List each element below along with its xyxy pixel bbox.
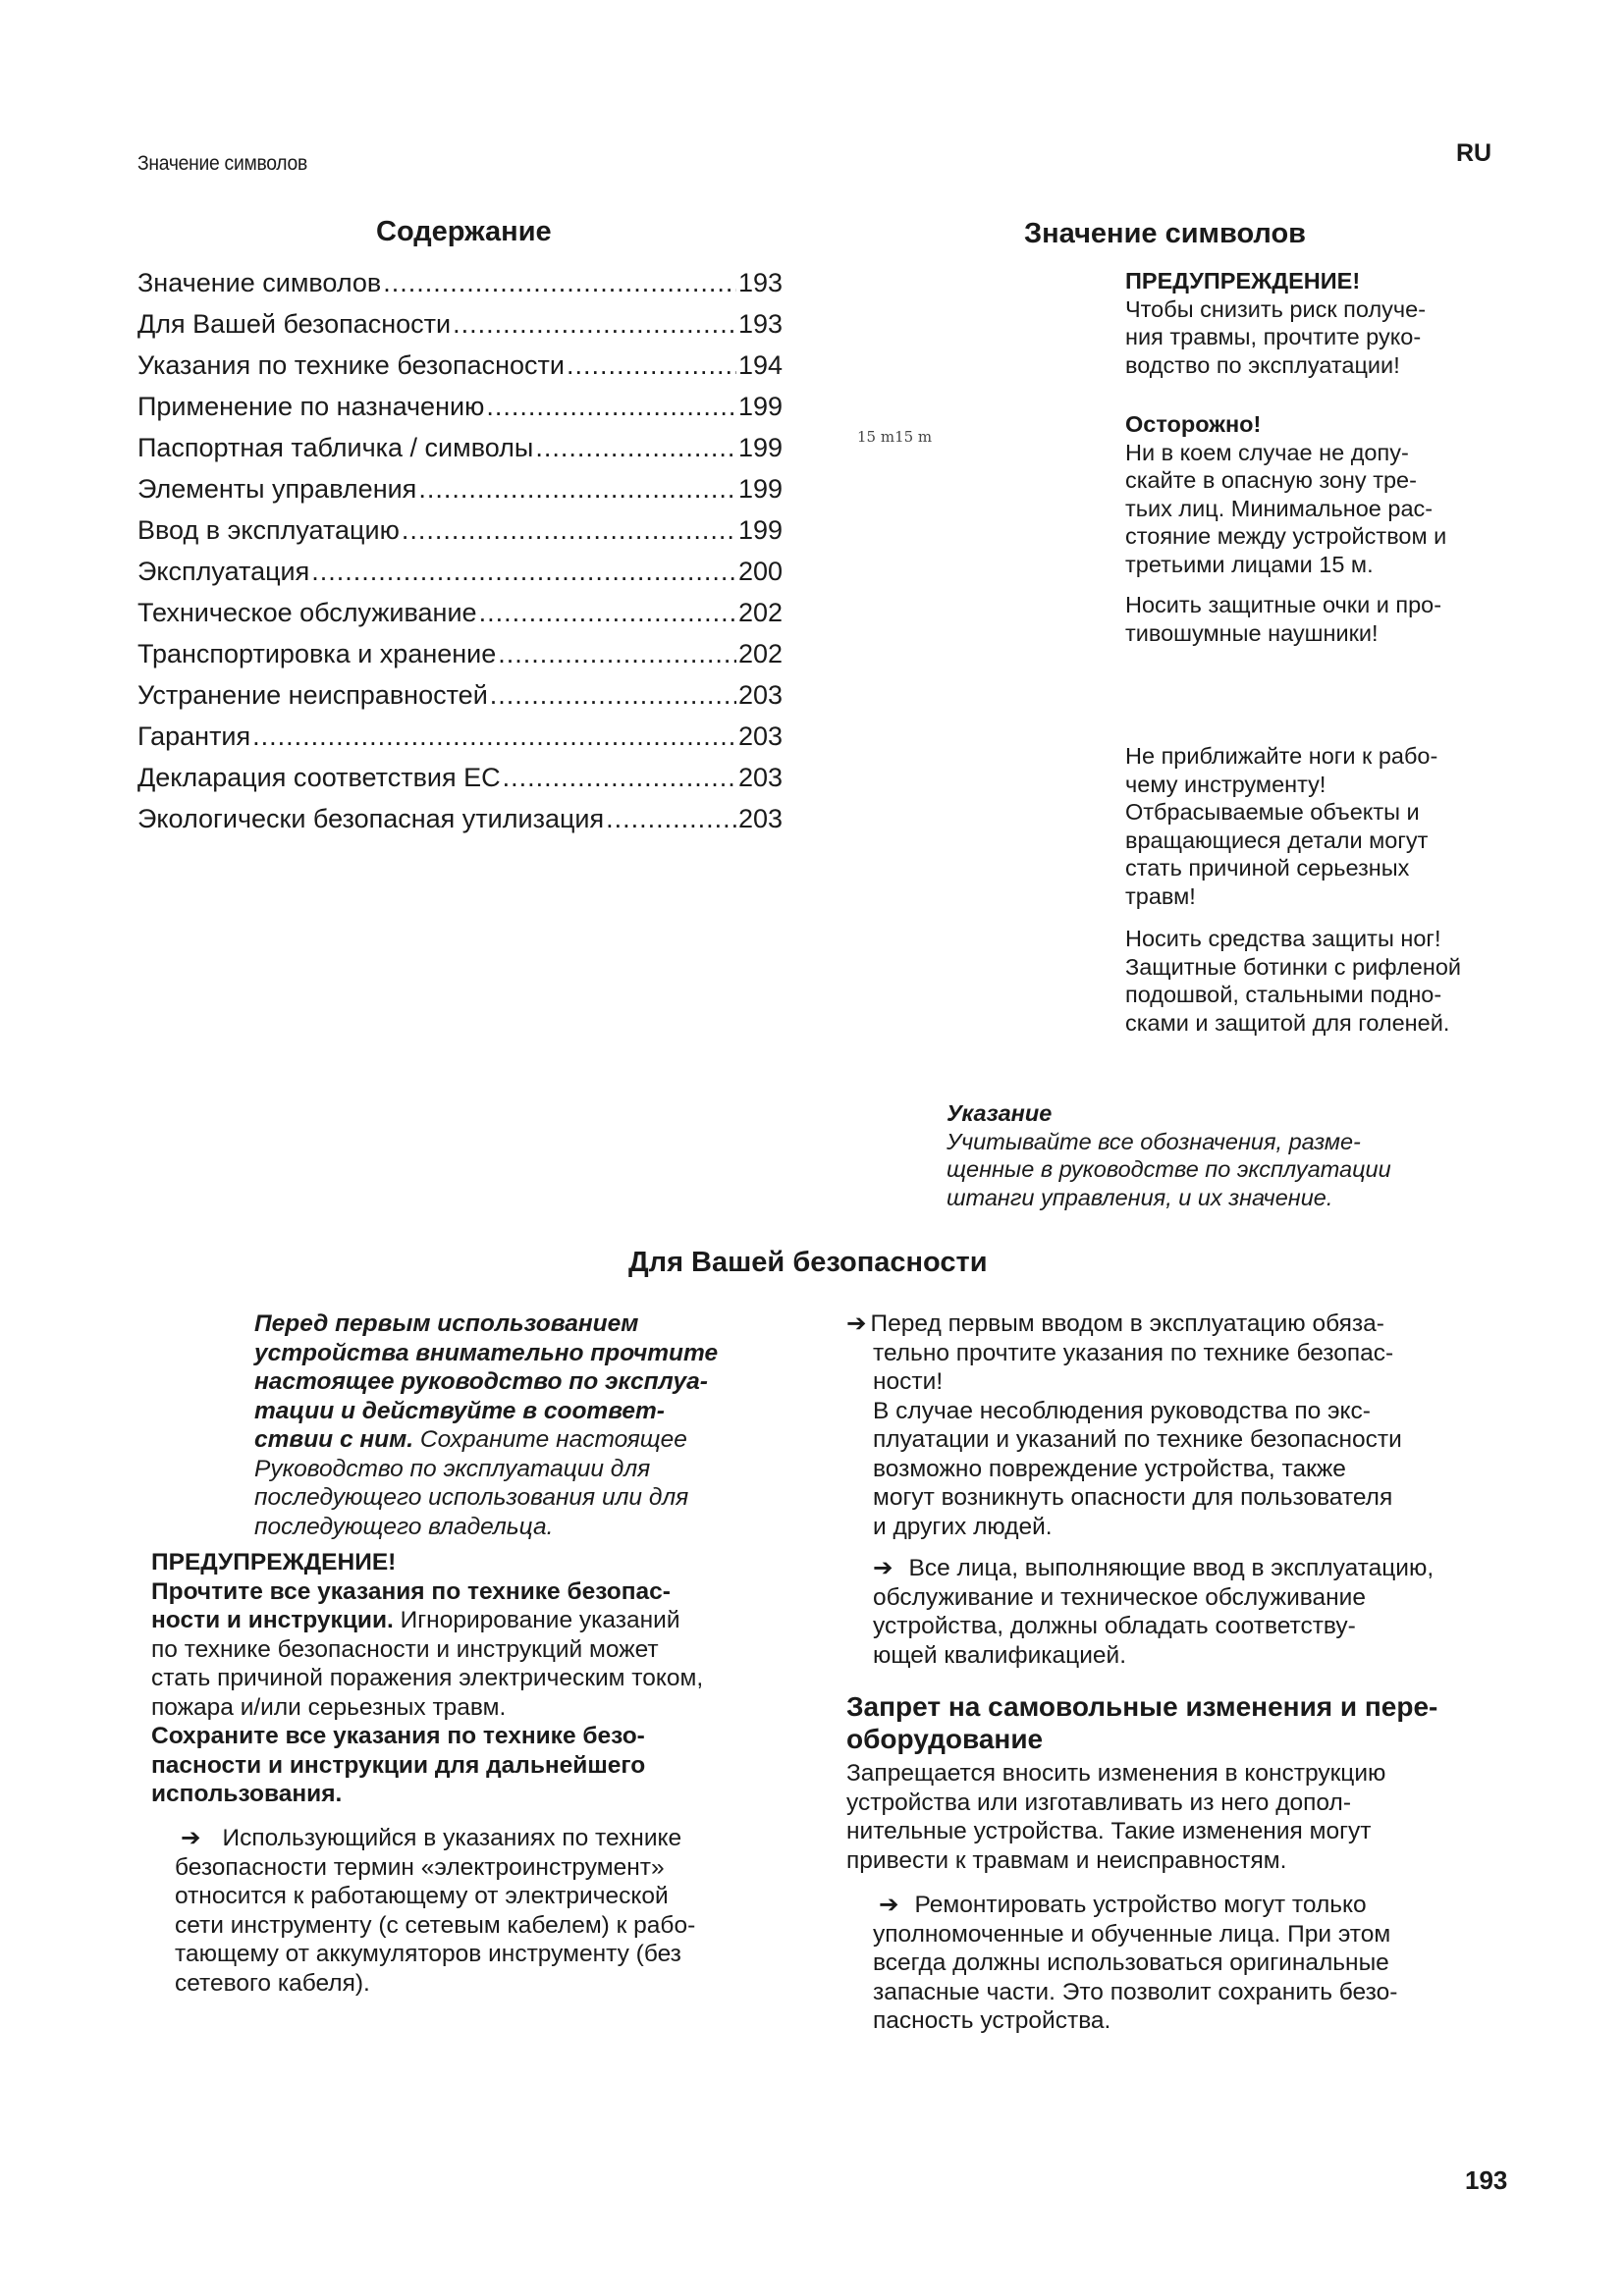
toc-entry-page: 194 [737, 350, 783, 380]
first-use-note: ➔ Перед первым вводом в эксплуатацию обяза- тельно прочтите указания по технике безопас- ности! В случае несоблюдения руководства по экс- плуатации и указаний по технике безопасности возможно повреждение устройства, также могут возникнуть опасности для пользователя и других людей. [846, 1310, 1402, 1540]
toc-leader-dots [606, 804, 736, 834]
toc-leader-dots [503, 763, 736, 793]
arrow-icon: ➔ [873, 1555, 893, 1581]
toc-entry [137, 721, 783, 763]
toc-entry-page: 199 [737, 433, 783, 462]
running-header: Значение символов [137, 152, 307, 175]
toc-leader-dots [490, 680, 736, 711]
boots-note: Носить средства защиты ног! Защитные ботинки с рифленой подошвой, стальными подно- сками и защитой для голеней. [1125, 926, 1462, 1036]
toc-entry-label: Указания по технике безопасности [137, 350, 566, 380]
caution-note: Осторожно! Ни в коем случае не допу- скайте в опасную зону тре- тьих лиц. Минимальное рас- стояние между устройством и третьими лицами 15 м. [1125, 411, 1447, 577]
toc-entry-label: Для Вашей безопасности [137, 309, 452, 339]
symbols-title: Значение символов [1024, 218, 1307, 249]
toc-leader-dots [418, 474, 736, 505]
toc-entry-page: 202 [737, 598, 783, 627]
toc-entry [137, 639, 783, 680]
hint-heading: Указание [947, 1100, 1053, 1126]
language-code: RU [1456, 139, 1492, 167]
modification-heading: Запрет на самовольные изменения и пере- оборудование [846, 1691, 1438, 1754]
toc-entry [137, 309, 783, 350]
toc-entry [137, 515, 783, 557]
toc-entry-page: 203 [737, 763, 783, 792]
qualification-note: ➔ Все лица, выполняющие ввод в эксплуатацию, обслуживание и техническое обслуживание устройства, должны обладать соответству- ющей квалификацией. [873, 1555, 1435, 1669]
repair-note: ➔ Ремонтировать устройство могут только уполномоченные и обученные лица. При этом всегда должны использоваться оригинальные запасные части. Это позволит сохранить безо- пасность устройства. [873, 1892, 1398, 2034]
toc-entry-label: Гарантия [137, 721, 251, 751]
safety-warning: ПРЕДУПРЕЖДЕНИЕ! Прочтите все указания по технике безопас- ности и инструкции. Игнорирование указаний по технике безопасности и инструкций может стать причиной поражения электрическим током, пожара и/или серьезных травм. Сохраните все указания по технике безо- пасности и инструкции для дальнейшего использования. [151, 1549, 704, 1807]
toc-entry [137, 680, 783, 721]
toc-entry [137, 557, 783, 598]
toc-entry-page: 200 [737, 557, 783, 586]
table-of-contents [137, 268, 783, 845]
toc-entry-page: 199 [737, 515, 783, 545]
safety-warning-heading: ПРЕДУПРЕЖДЕНИЕ! [151, 1549, 397, 1575]
safety-title: Для Вашей безопасности [628, 1247, 988, 1278]
toc-entry-label: Значение символов [137, 268, 382, 297]
distance-marker: 15 m15 m [857, 428, 933, 446]
toc-leader-dots [498, 639, 736, 669]
toc-leader-dots [402, 515, 736, 546]
caution-heading: Осторожно! [1125, 411, 1262, 437]
toc-entry-label: Техническое обслуживание [137, 598, 477, 627]
toc-leader-dots [453, 309, 736, 340]
toc-entry-label: Применение по назначению [137, 392, 485, 421]
toc-entry-page: 193 [737, 268, 783, 297]
warning-text: Чтобы снизить риск получе- ния травмы, прочтите руко- водство по эксплуатации! [1125, 295, 1427, 378]
arrow-icon: ➔ [846, 1310, 867, 1337]
toc-entry-label: Декларация соответствия ЕС [137, 763, 501, 792]
toc-entry [137, 350, 783, 392]
toc-leader-dots [252, 721, 736, 752]
arrow-icon: ➔ [879, 1892, 899, 1918]
toc-entry-label: Устранение неисправностей [137, 680, 488, 710]
toc-entry-label: Элементы управления [137, 474, 417, 504]
contents-title: Содержание [376, 216, 552, 247]
toc-entry [137, 474, 783, 515]
toc-entry-label: Эксплуатация [137, 557, 310, 586]
toc-entry [137, 804, 783, 845]
term-definition: ➔ Использующийся в указаниях по технике безопасности термин «электроинструмент» относится к работающему от электрической сети инструменту (с сетевым кабелем) к рабо- тающему от аккумуляторов инструменту (без сетевого кабеля). [175, 1825, 696, 1997]
toc-entry-page: 202 [737, 639, 783, 668]
toc-entry [137, 268, 783, 309]
warning-heading: ПРЕДУПРЕЖДЕНИЕ! [1125, 268, 1361, 294]
toc-entry [137, 598, 783, 639]
toc-leader-dots [486, 392, 736, 422]
safety-intro: Перед первым использованием устройства внимательно прочтите настоящее руководство по эксплуа- тации и действуйте в соответ- ствии с ним. Сохраните настоящее Руководство по эксплуатации для последующего использования или для последующего владельца. [254, 1310, 719, 1540]
toc-entry-page: 203 [737, 721, 783, 751]
toc-leader-dots [311, 557, 736, 587]
toc-entry-page: 203 [737, 804, 783, 833]
toc-entry-label: Транспортировка и хранение [137, 639, 497, 668]
feet-note: Не приближайте ноги к рабо- чему инструменту! Отбрасываемые объекты и вращающиеся детали могут стать причиной серьезных травм! [1125, 743, 1438, 909]
warning-note [1125, 267, 1426, 379]
arrow-icon: ➔ [181, 1825, 201, 1851]
toc-entry-page: 203 [737, 680, 783, 710]
toc-entry-page: 199 [737, 392, 783, 421]
toc-leader-dots [535, 433, 736, 463]
toc-entry [137, 433, 783, 474]
toc-leader-dots [479, 598, 736, 628]
toc-leader-dots [567, 350, 736, 381]
toc-entry [137, 392, 783, 433]
toc-entry-page: 199 [737, 474, 783, 504]
protection-note: Носить защитные очки и про- тивошумные наушники! [1125, 592, 1442, 646]
toc-entry-label: Ввод в эксплуатацию [137, 515, 400, 545]
page-number: 193 [1465, 2165, 1508, 2195]
toc-entry-label: Экологически безопасная утилизация [137, 804, 605, 833]
toc-entry-label: Паспортная табличка / символы [137, 433, 534, 462]
toc-entry [137, 763, 783, 804]
toc-leader-dots [383, 268, 736, 298]
modification-text: Запрещается вносить изменения в конструкцию устройства или изготавливать из него допол- нительные устройства. Такие изменения могут привести к травмам и неисправностям. [846, 1760, 1386, 1874]
hint-note: Указание Учитывайте все обозначения, разме- щенные в руководстве по эксплуатации штанги управления, и их значение. [947, 1100, 1391, 1210]
toc-entry-page: 193 [737, 309, 783, 339]
